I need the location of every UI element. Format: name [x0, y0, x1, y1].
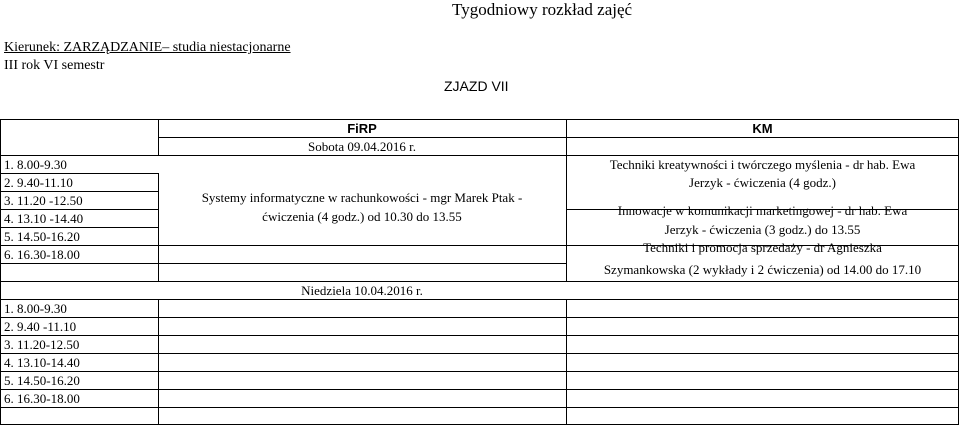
header-firp: FiRP: [347, 121, 377, 136]
km-class-1-line2: Jerzyk - ćwiczenia (4 godz.): [689, 175, 836, 190]
header-divider: [158, 137, 959, 138]
time-slot: 3. 11.20-12.50: [4, 337, 80, 352]
time-slot: 5. 14.50-16.20: [4, 373, 80, 388]
row-divider: [0, 353, 959, 354]
row-divider: [0, 173, 158, 174]
time-slot: 2. 9.40-11.10: [4, 175, 73, 190]
time-slot: 6. 16.30-18.00: [4, 391, 80, 406]
km-class-3-line1: Techniki i promocja sprzedaży - dr Agnieszka: [643, 240, 882, 255]
session-label: ZJAZD VII: [444, 78, 509, 94]
row-divider: [0, 281, 959, 282]
row-divider: [0, 371, 959, 372]
schedule-table: [0, 119, 959, 425]
row-divider: [0, 209, 158, 210]
row-divider: [0, 299, 959, 300]
km-class-2-line2: Jerzyk - ćwiczenia (3 godz.) do 13.55: [664, 222, 861, 237]
row-divider: [0, 317, 959, 318]
time-slot: 5. 14.50-16.20: [4, 229, 80, 244]
time-slot: 4. 13.10 -14.40: [4, 211, 84, 226]
row-divider: [0, 155, 959, 156]
row-divider: [0, 335, 959, 336]
col-divider: [566, 299, 567, 425]
day-label-sunday: Niedziela 10.04.2016 r.: [301, 283, 423, 298]
year-semester: III rok VI semestr: [4, 58, 105, 73]
time-slot: 1. 8.00-9.30: [4, 301, 67, 316]
firp-class-line1: Systemy informatyczne w rachunkowości - mgr Marek Ptak -: [201, 190, 523, 205]
table-border-left: [0, 119, 1, 425]
header-km: KM: [752, 121, 773, 136]
km-class-2-line1: Innowacje w komunikacji marketingowej - dr hab. Ewa: [617, 203, 908, 218]
table-border-top: [0, 119, 959, 120]
time-slot: 3. 11.20 -12.50: [4, 193, 83, 208]
field-of-study: Kierunek: ZARZĄDZANIE– studia niestacjonarne: [4, 40, 291, 55]
row-divider: [0, 389, 959, 390]
document-title: Tygodniowy rozkład zajęć: [452, 0, 633, 19]
time-slot: 1. 8.00-9.30: [4, 157, 67, 172]
time-slot: 6. 16.30-18.00: [4, 247, 80, 262]
row-divider: [0, 191, 158, 192]
km-class-1-line1: Techniki kreatywności i twórczego myślenia - dr hab. Ewa: [609, 157, 916, 172]
time-slot: 2. 9.40 -11.10: [4, 319, 77, 334]
firp-class-line2: ćwiczenia (4 godz.) od 10.30 do 13.55: [262, 209, 462, 224]
row-divider: [0, 263, 566, 264]
col-divider: [158, 299, 159, 425]
km-class-3-line2: Szymankowska (2 wykłady i 2 ćwiczenia) od 14.00 do 17.10: [603, 262, 922, 277]
row-divider: [0, 407, 959, 408]
day-label-saturday: Sobota 09.04.2016 r.: [308, 139, 416, 154]
time-slot: 4. 13.10-14.40: [4, 355, 80, 370]
row-divider: [0, 227, 158, 228]
